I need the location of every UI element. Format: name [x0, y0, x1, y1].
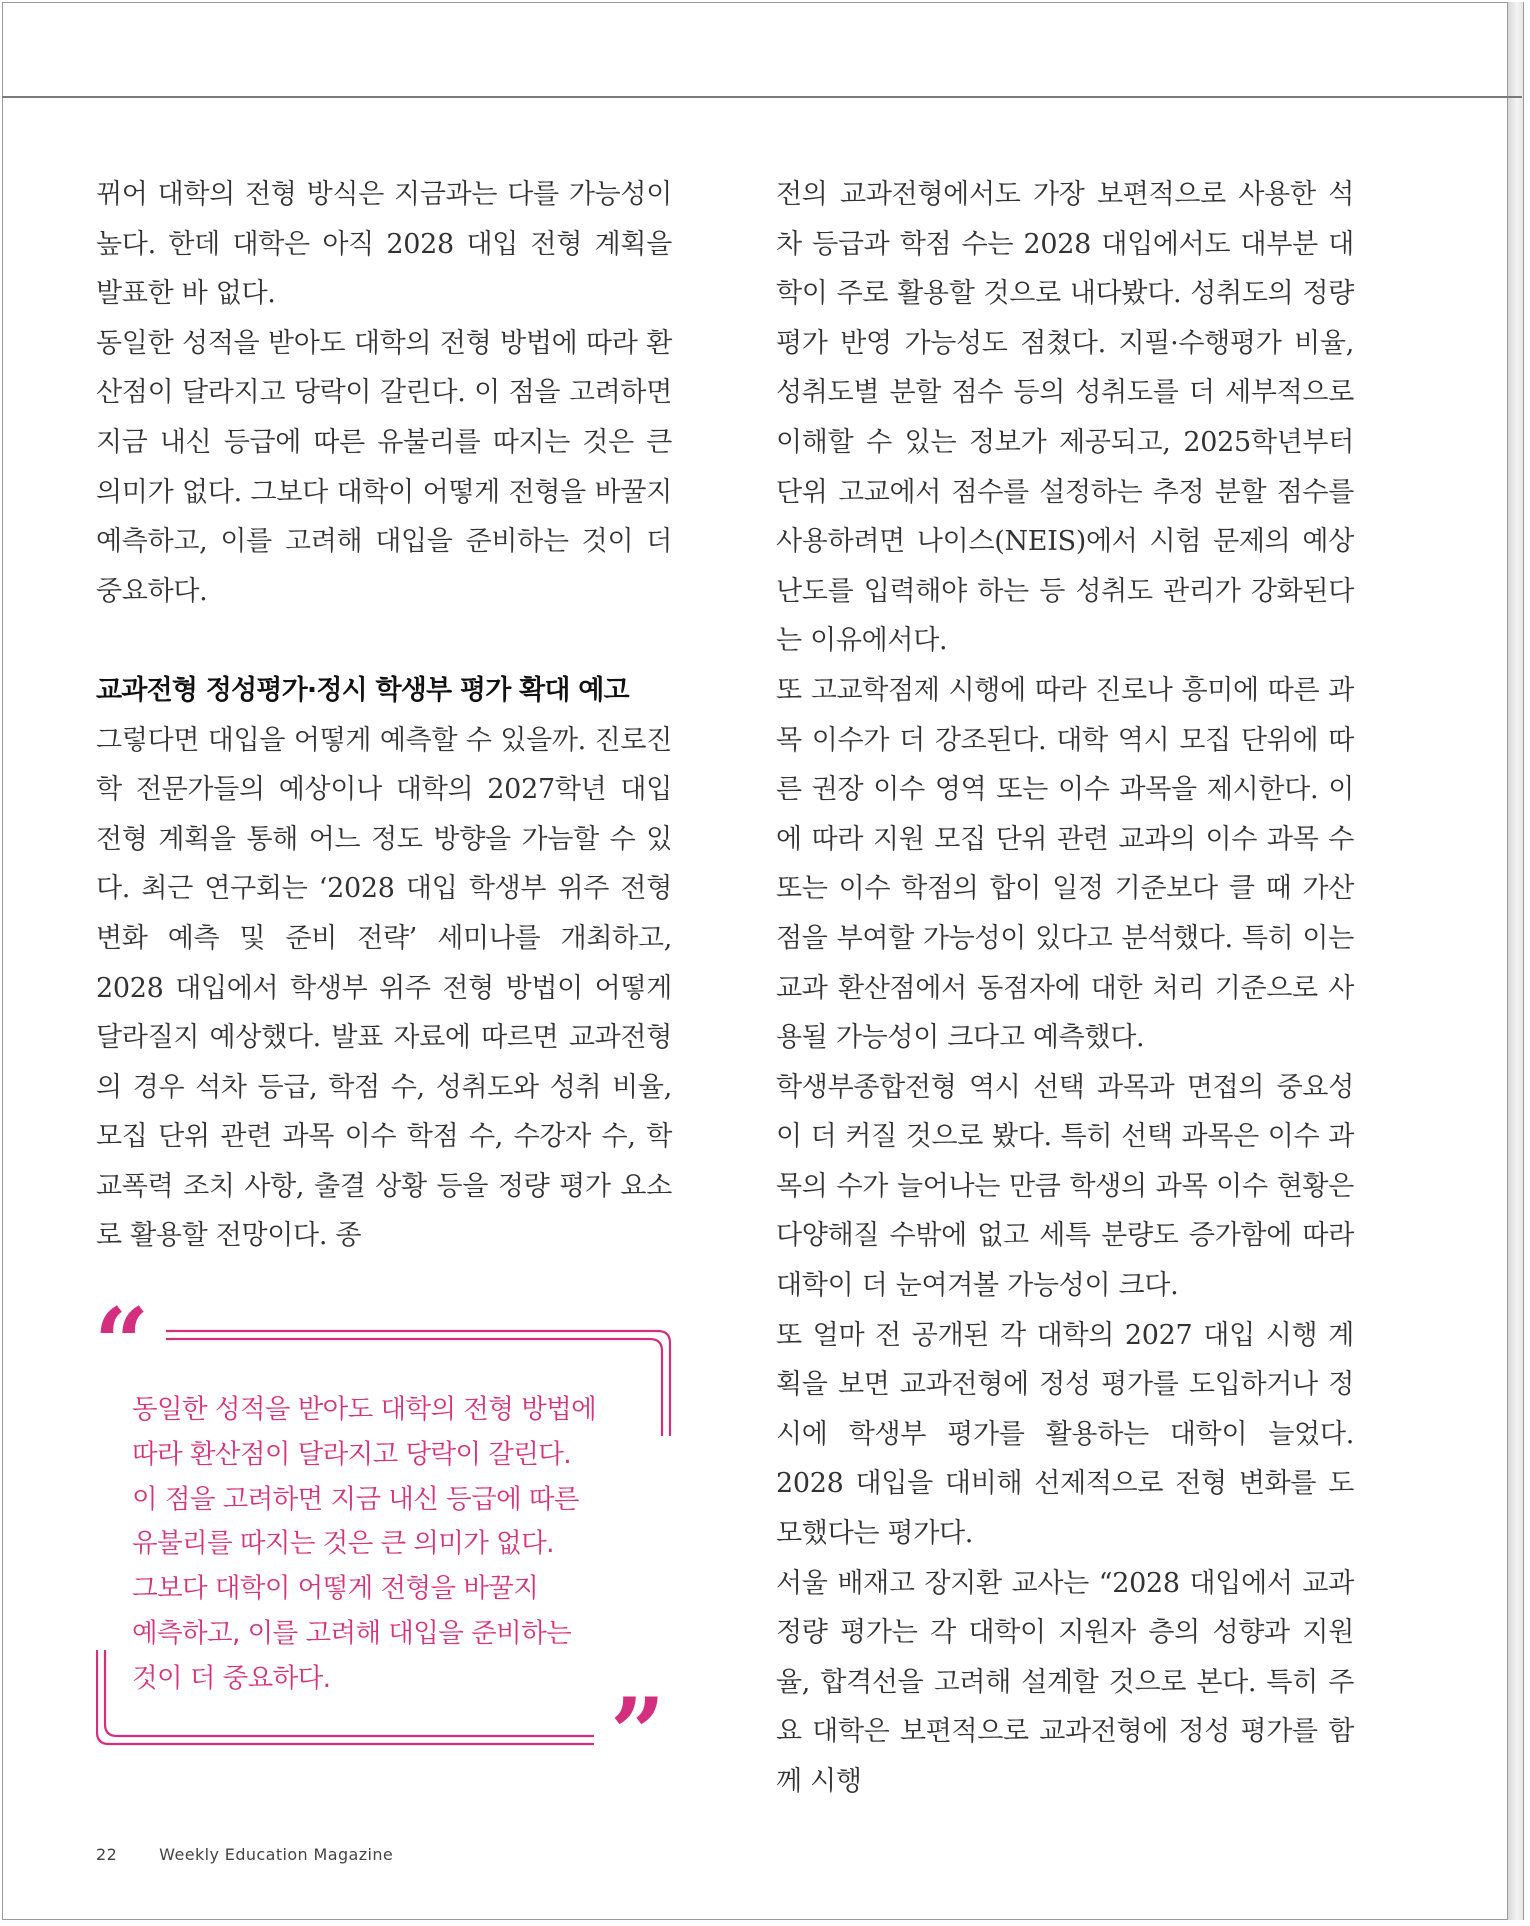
- pull-quote-line: 유불리를 따지는 것은 큰 의미가 없다.: [132, 1528, 554, 1560]
- paragraph: 학생부종합전형 역시 선택 과목과 면접의 중요성이 더 커질 것으로 봤다. 특히 선택 과목은 이수 과목의 수가 늘어나는 만큼 학생의 과목 이수 현황은 다양해질 수밖에 없고 세특 분량도 증가함에 따라 대학이 더 눈여겨볼 가능성이 크다.: [776, 1071, 1354, 1302]
- magazine-name: Weekly Education Magazine: [159, 1845, 394, 1864]
- paragraph: 전의 교과전형에서도 가장 보편적으로 사용한 석차 등급과 학점 수는 2028 대입에서도 대부분 대학이 주로 활용할 것으로 내다봤다. 성취도의 정량 평가 반영 가능성도 점쳤다. 지필·수행평가 비율, 성취도별 분할 점수 등의 성취도를 더 세부적으로 이해할 수 있는 정보가 제공되고, 2025학년부터 단위 고교에서 점수를 설정하는 추정 분할 점수를 사용하려면 나이스(NEIS)에서 시험 문제의 예상 난도를 입력해야 하는 등 성취도 관리가 강화된다는 이유에서다.: [776, 179, 1354, 657]
- pull-quote-line: 동일한 성적을 받아도 대학의 전형 방법에: [132, 1394, 597, 1425]
- pull-quote-line: 따라 환산점이 달라지고 당락이 갈린다.: [132, 1438, 572, 1470]
- close-quote-icon: ”: [610, 1677, 666, 1790]
- paragraph: 그렇다면 대입을 어떻게 예측할 수 있을까. 진로진학 전문가들의 예상이나 대학의 2027학년 대입 전형 계획을 통해 어느 정도 방향을 가늠할 수 있다. 최근 연구회는 ‘2028 대입 학생부 위주 전형 변화 예측 및 준비 전략’ 세미나를 개최하고, 2028 대입에서 학생부 위주 전형 방법이 어떻게 달라질지 예상했다. 발표 자료에 따르면 교과전형의 경우 석차 등급, 학점 수, 성취도와 성취 비율, 모집 단위 관련 과목 이수 학점 수, 수강자 수, 학교폭력 조치 사항, 출결 상황 등을 정량 평가 요소로 활용할 전망이다. 종: [96, 724, 672, 1252]
- paragraph: 서울 배재고 장지환 교사는 “2028 대입에서 교과 정량 평가는 각 대학이 지원자 층의 성향과 지원율, 합격선을 고려해 설계할 것으로 본다. 특히 주요 대학은 보편적으로 교과전형에 정성 평가를 함께 시행: [776, 1567, 1354, 1797]
- open-quote-icon: “: [94, 1287, 150, 1400]
- section-gap: [96, 616, 672, 666]
- pull-quote-line: 예측하고, 이를 고려해 대입을 준비하는: [132, 1617, 572, 1649]
- page-footer: [96, 1845, 435, 1864]
- paragraph: 또 얼마 전 공개된 각 대학의 2027 대입 시행 계획을 보면 교과전형에 정성 평가를 도입하거나 정시에 학생부 평가를 활용하는 대학이 늘었다. 2028 대입을 대비해 선제적으로 전형 변화를 도모했다는 평가다.: [776, 1319, 1354, 1550]
- pull-quote-line: 그보다 대학이 어떻게 전형을 바꿀지: [132, 1573, 539, 1605]
- paragraph: 동일한 성적을 받아도 대학의 전형 방법에 따라 환산점이 달라지고 당락이 갈린다. 이 점을 고려하면 지금 내신 등급에 따른 유불리를 따지는 것은 큰 의미가 없다. 그보다 대학이 어떻게 전형을 바꿀지 예측하고, 이를 고려해 대입을 준비하는 것이 더 중요하다.: [96, 327, 672, 607]
- pull-quote: [94, 1287, 676, 1790]
- section-subheading: 교과전형 정성평가·정시 학생부 평가 확대 예고: [96, 674, 629, 706]
- paragraph: 또 고교학점제 시행에 따라 진로나 흥미에 따른 과목 이수가 더 강조된다. 대학 역시 모집 단위에 따른 권장 이수 영역 또는 이수 과목을 제시한다. 이에 따라 지원 모집 단위 관련 교과의 이수 과목 수 또는 이수 학점의 합이 일정 기준보다 클 때 가산점을 부여할 가능성이 있다고 분석했다. 특히 이는 교과 환산점에서 동점자에 대한 처리 기준으로 사용될 가능성이 크다고 예측했다.: [776, 674, 1354, 1054]
- right-column: [776, 170, 1354, 1807]
- pull-quote-line: 것이 더 중요하다.: [132, 1662, 331, 1694]
- page-number: 22: [96, 1845, 118, 1864]
- header-rule: [2, 96, 1522, 98]
- page-edge-shadow: [1508, 2, 1524, 1920]
- left-column: [96, 170, 672, 1261]
- pull-quote-text: [132, 1388, 652, 1702]
- paragraph: 뀌어 대학의 전형 방식은 지금과는 다를 가능성이 높다. 한데 대학은 아직 2028 대입 전형 계획을 발표한 바 없다.: [96, 179, 672, 310]
- pull-quote-line: 이 점을 고려하면 지금 내신 등급에 따른: [132, 1483, 579, 1515]
